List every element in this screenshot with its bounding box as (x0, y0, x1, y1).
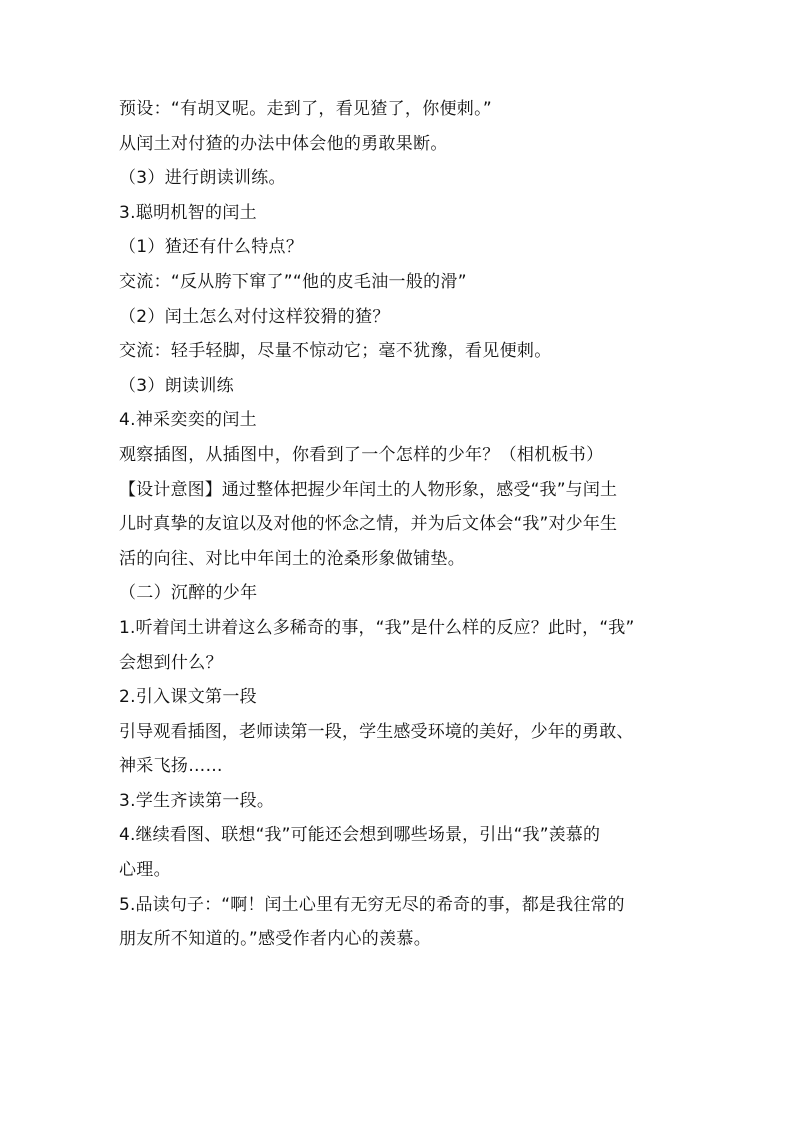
text-line: 交流：轻手轻脚，尽量不惊动它；毫不犹豫，看见便刺。 (119, 341, 552, 362)
text-line: （1）猹还有什么特点？ (119, 237, 304, 258)
text-line: （3）朗读训练 (119, 375, 234, 396)
section-heading: 3.聪明机智的闰土 (119, 202, 257, 223)
text-line: 5.品读句子：“啊！闰土心里有无穷无尽的希奇的事，都是我往常的 (119, 894, 625, 915)
text-line: 朋友所不知道的。”感受作者内心的羡慕。 (119, 929, 432, 950)
text-line: 2.引入课文第一段 (119, 687, 257, 708)
text-line: 4.继续看图、联想“我”可能还会想到哪些场景，引出“我”羡慕的 (119, 825, 601, 846)
text-line: 交流：“反从胯下窜了”“他的皮毛油一般的滑” (119, 271, 467, 292)
text-line: 3.学生齐读第一段。 (119, 790, 275, 811)
section-heading: （二）沉醉的少年 (119, 583, 258, 604)
text-line: 1.听着闰土讲着这么多稀奇的事，“我”是什么样的反应？此时，“我” (119, 617, 635, 638)
text-line-preset: 预设：“有胡叉呢。走到了，看见猹了，你便刺。” (119, 99, 493, 119)
text-line: 引导观看插图，老师读第一段，学生感受环境的美好，少年的勇敢、 (119, 721, 634, 742)
design-intent-line: 活的向往、对比中年闰土的沧桑形象做铺垫。 (119, 548, 465, 569)
text-line: 心理。 (119, 860, 171, 881)
text-line: （3）进行朗读训练。 (119, 168, 286, 189)
document-body (119, 92, 679, 957)
text-line: （2）闰土怎么对付这样狡猾的猹？ (119, 306, 390, 327)
text-line: 神采飞扬…… (119, 756, 223, 777)
text-line: 会想到什么？ (119, 652, 223, 673)
design-intent-line: 儿时真挚的友谊以及对他的怀念之情，并为后文体会“我”对少年生 (119, 514, 618, 535)
section-heading: 4.神采奕奕的闰土 (119, 410, 257, 431)
text-line: 观察插图，从插图中，你看到了一个怎样的少年？（相机板书） (119, 444, 604, 465)
text-line: 从闰土对付猹的办法中体会他的勇敢果断。 (119, 133, 448, 154)
design-intent-line: 【设计意图】通过整体把握少年闰土的人物形象，感受“我”与闰土 (119, 479, 618, 500)
